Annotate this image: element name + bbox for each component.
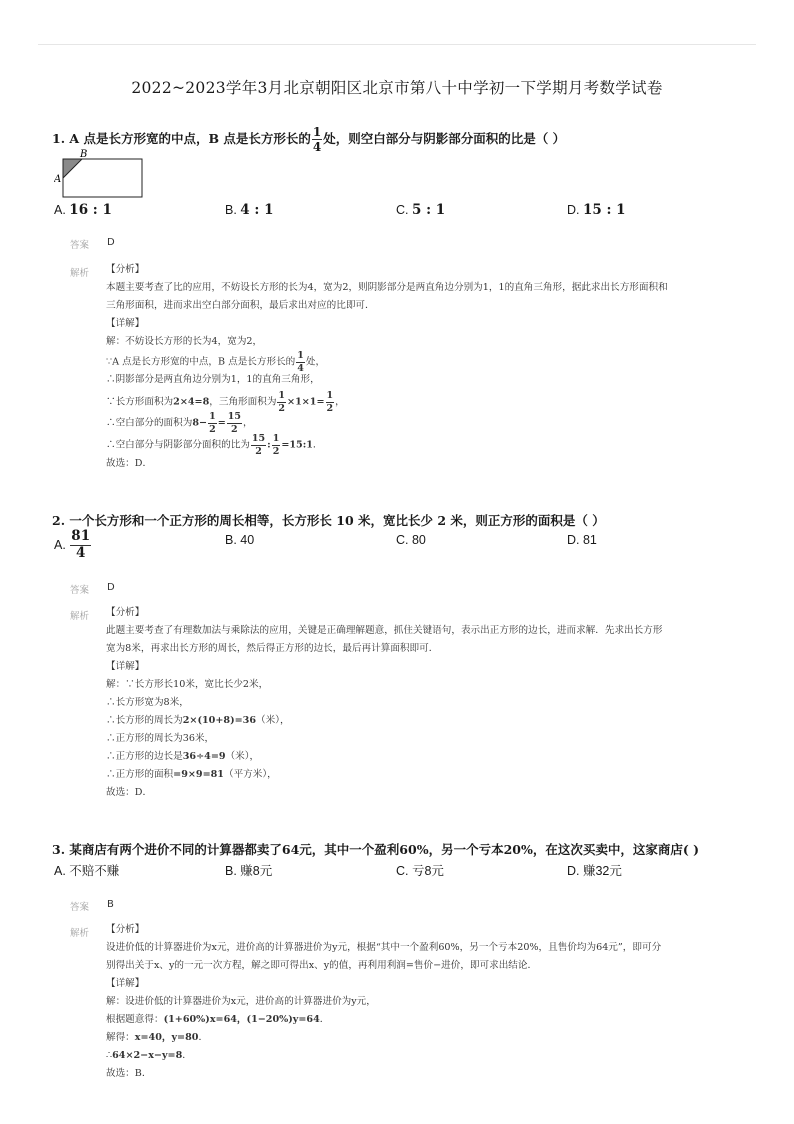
fraction: $\frac{15}{2}$ bbox=[251, 433, 266, 457]
q3-detail-line: 解：设进价低的计算器进价为x元，进价高的计算器进价为y元， bbox=[106, 996, 376, 1007]
q2-detail-line: 解：∵长方形长10米，宽比长少2米， bbox=[106, 679, 269, 690]
fraction: $\frac{81}{4}$ bbox=[71, 528, 91, 561]
fraction: $\frac{1}{2}$ bbox=[209, 411, 216, 435]
q1-option-a[interactable]: A. 16 : 1 bbox=[54, 202, 112, 218]
q1-analysis-line: 本题主要考查了比的应用，不妨设长方形的长为4，宽为2，则阴影部分是两直角边分别为1，1的直角三角形，据此求出长方形面积和 bbox=[106, 282, 668, 293]
fraction: $\frac{15}{2}$ bbox=[227, 411, 241, 435]
q2-detail-line: ∴正方形的面积=9×9=81（平方米）， bbox=[106, 769, 277, 780]
q1-option-b[interactable]: B. 4 : 1 bbox=[225, 202, 274, 218]
answer-label: 答案 bbox=[70, 902, 90, 913]
analysis-label: 解析 bbox=[70, 268, 90, 279]
page-title: 2022~2023学年3月北京朝阳区北京市第八十中学初一下学期月考数学试卷 bbox=[131, 79, 663, 97]
q3-analysis-line: 设进价低的计算器进价为x元，进价高的计算器进价为y元，根据“其中一个盈利60%，另一个亏本20%，且售价均为64元”，即可分 bbox=[106, 942, 662, 953]
q3-analysis-line: 别得出关于x、y的一元一次方程，解之即可得出x、y的值，再利用利润=售价−进价，即可求出结论． bbox=[106, 960, 538, 971]
q2-option-b[interactable]: B. 40 bbox=[225, 533, 255, 547]
q3-detail-line: 故选：B． bbox=[106, 1068, 152, 1079]
q3-option-a[interactable]: A. 不赔不赚 bbox=[54, 864, 120, 878]
q1-answer: D bbox=[107, 237, 115, 248]
fraction: $\frac{1}{4}$ bbox=[312, 125, 322, 154]
q2-detail-line: 故选：D． bbox=[106, 787, 153, 798]
q3-option-d[interactable]: D. 赚32元 bbox=[567, 864, 622, 878]
q3-detail-line: 解得：x=40，y=80． bbox=[106, 1032, 209, 1043]
q3-detail-heading: 【详解】 bbox=[106, 978, 145, 989]
q2-analysis-line: 宽为8米，再求出长方形的周长，然后得正方形的边长，最后再计算面积即可． bbox=[106, 643, 439, 654]
analysis-label: 解析 bbox=[70, 928, 90, 939]
q3-option-b[interactable]: B. 赚8元 bbox=[225, 864, 273, 878]
label-B: B bbox=[80, 149, 88, 160]
q2-detail-line: ∴长方形的周长为2×(10+8)=36（米）， bbox=[106, 715, 290, 726]
q1-detail-line: ∴空白部分的面积为8− $\frac{1}{2}$ = $\frac{15}{2}$ ， bbox=[106, 411, 253, 435]
q3-detail-line: ∴64×2−x−y=8． bbox=[106, 1050, 192, 1061]
q1-analysis-heading: 【分析】 bbox=[106, 264, 145, 275]
label-A: A bbox=[54, 174, 62, 185]
q1-detail-line: ∵A 点是长方形宽的中点，B 点是长方形长的 $\frac{1}{4}$ 处， bbox=[106, 350, 326, 374]
q1-option-c[interactable]: C. 5 : 1 bbox=[396, 202, 446, 218]
q1-detail-line: ∵长方形面积为2×4=8，三角形面积为 $\frac{1}{2}$ ×1×1= $\frac{1}{2}$ ， bbox=[106, 390, 345, 414]
question-3-stem: 3. 某商店有两个进价不同的计算器都卖了64元，其中一个盈利60%，另一个亏本20%，在这次买卖中，这家商店( ) bbox=[52, 842, 700, 857]
shaded-triangle bbox=[63, 159, 82, 178]
q2-option-c[interactable]: C. 80 bbox=[396, 533, 426, 547]
q1-detail-line: ∴空白部分与阴影部分面积的比为 $\frac{15}{2}$ : $\frac{1}{2}$ =15:1． bbox=[106, 433, 323, 457]
q2-option-d[interactable]: D. 81 bbox=[567, 533, 597, 547]
answer-label: 答案 bbox=[70, 585, 90, 596]
q3-option-c[interactable]: C. 亏8元 bbox=[396, 864, 444, 878]
q2-answer: D bbox=[107, 582, 115, 593]
q1-analysis-line: 三角形面积，进而求出空白部分面积，最后求出对应的比即可． bbox=[106, 300, 375, 311]
fraction: $\frac{1}{2}$ bbox=[272, 433, 280, 457]
q2-detail-heading: 【详解】 bbox=[106, 661, 145, 672]
top-divider bbox=[38, 44, 756, 45]
analysis-label: 解析 bbox=[70, 611, 90, 622]
answer-label: 答案 bbox=[70, 240, 90, 251]
question-1-stem: 1. A 点是长方形宽的中点，B 点是长方形长的 $\frac{1}{4}$ 处，则空白部分与阴影部分面积的比是（ ） bbox=[52, 125, 566, 154]
q1-detail-heading: 【详解】 bbox=[106, 318, 145, 329]
q3-detail-line: 根据题意得：(1+60%)x=64，(1−20%)y=64． bbox=[106, 1014, 330, 1025]
fraction: $\frac{1}{2}$ bbox=[278, 390, 286, 414]
q2-detail-line: ∴长方形宽为8米， bbox=[106, 697, 189, 708]
q2-analysis-line: 此题主要考查了有理数加法与乘除法的应用，关键是正确理解题意，抓住关键语句，表示出正方形的边长，进而求解．先求出长方形 bbox=[106, 625, 663, 636]
q1-detail-line: 故选：D． bbox=[106, 458, 153, 469]
q2-detail-line: ∴正方形的边长是36÷4=9（米）， bbox=[106, 751, 260, 762]
fraction: $\frac{1}{2}$ bbox=[326, 390, 334, 414]
q3-analysis-heading: 【分析】 bbox=[106, 924, 145, 935]
q2-option-a[interactable]: A. $\frac{81}{4}$ bbox=[54, 528, 91, 561]
question-1-figure bbox=[54, 148, 146, 200]
q2-analysis-heading: 【分析】 bbox=[106, 607, 145, 618]
q3-answer: B bbox=[107, 899, 114, 910]
fraction: $\frac{1}{4}$ bbox=[297, 350, 304, 374]
question-2-stem: 2. 一个长方形和一个正方形的周长相等，长方形长 10 米，宽比长少 2 米，则正方形的面积是（ ） bbox=[52, 513, 605, 528]
q1-option-d[interactable]: D. 15 : 1 bbox=[567, 202, 626, 218]
q1-detail-line: ∴阴影部分是两直角边分别为1，1的直角三角形， bbox=[106, 374, 320, 385]
q2-detail-line: ∴正方形的周长为36米， bbox=[106, 733, 215, 744]
q1-detail-line: 解：不妨设长方形的长为4，宽为2， bbox=[106, 336, 263, 347]
